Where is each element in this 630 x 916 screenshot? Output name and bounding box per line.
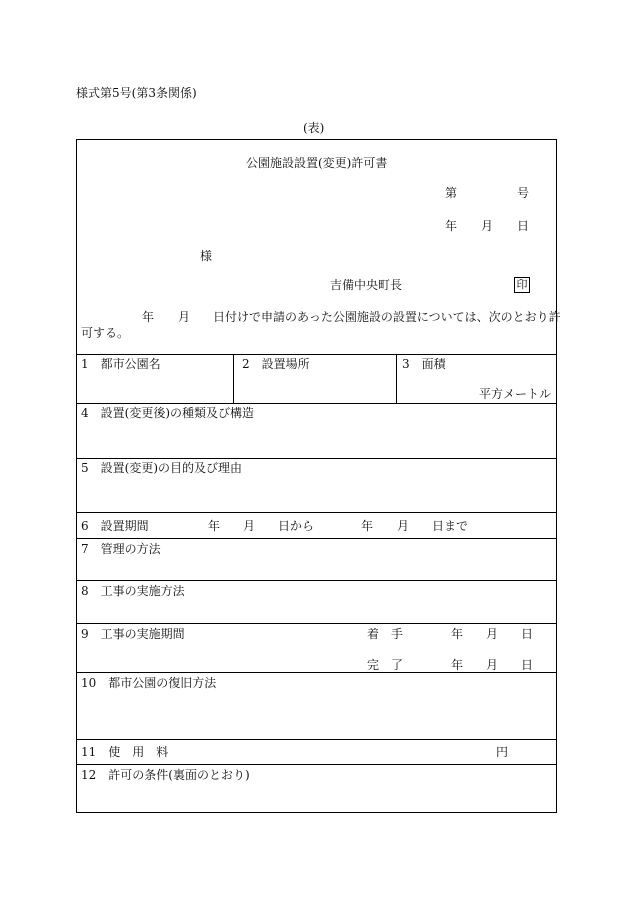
issue-date-year: 年 — [445, 219, 458, 233]
body-text-line2: 可する。 — [81, 326, 130, 340]
period-from-year: 年 — [208, 519, 221, 533]
period-to-day: 日まで — [432, 519, 469, 533]
grid-line — [76, 512, 557, 513]
grid-line — [76, 580, 557, 581]
grid-line — [76, 354, 557, 355]
body-text-line1: 日付けで申請のあった公園施設の設置については、次のとおり許 — [213, 310, 561, 324]
grid-line — [76, 458, 557, 459]
start-day: 日 — [521, 627, 534, 641]
type-structure-label: 4 設置(変更後)の種類及び構造 — [81, 406, 254, 420]
period-from-day: 日から — [278, 519, 315, 533]
restoration-label: 10 都市公園の復旧方法 — [81, 676, 217, 690]
side-label: (表) — [303, 121, 325, 135]
fee-label: 11 使 用 料 — [81, 745, 169, 759]
start-month: 月 — [486, 627, 499, 641]
end-month: 月 — [486, 658, 499, 672]
grid-line — [76, 403, 557, 404]
grid-line — [396, 354, 397, 403]
end-day: 日 — [521, 658, 534, 672]
form-number: 様式第5号(第3条関係) — [76, 86, 197, 100]
body-month: 月 — [178, 310, 191, 324]
fee-unit: 円 — [496, 745, 509, 759]
addressee-suffix: 様 — [200, 249, 213, 263]
purpose-reason-label: 5 設置(変更)の目的及び理由 — [81, 461, 242, 475]
period-to-month: 月 — [397, 519, 410, 533]
period-label: 6 設置期間 — [81, 519, 149, 533]
issuer-name: 吉備中央町長 — [330, 278, 403, 292]
construction-end-label: 完 了 — [367, 658, 404, 672]
grid-line — [76, 672, 557, 673]
seal-mark: 印 — [514, 277, 530, 293]
grid-line — [76, 623, 557, 624]
issue-date-month: 月 — [481, 219, 494, 233]
number-dai: 第 — [445, 186, 458, 200]
document-title: 公園施設設置(変更)許可書 — [246, 156, 388, 170]
construction-period-label: 9 工事の実施期間 — [81, 627, 185, 641]
issue-date-day: 日 — [517, 219, 530, 233]
construction-method-label: 8 工事の実施方法 — [81, 584, 185, 598]
period-to-year: 年 — [361, 519, 374, 533]
conditions-label: 12 許可の条件(裏面のとおり) — [81, 768, 250, 782]
end-year: 年 — [451, 658, 464, 672]
location-label: 2 設置場所 — [242, 357, 310, 371]
number-go: 号 — [517, 186, 530, 200]
grid-line — [76, 764, 557, 765]
management-label: 7 管理の方法 — [81, 542, 161, 556]
grid-line — [76, 538, 557, 539]
park-name-label: 1 都市公園名 — [81, 357, 161, 371]
construction-start-label: 着 手 — [367, 627, 404, 641]
area-unit: 平方メートル — [479, 387, 552, 401]
start-year: 年 — [451, 627, 464, 641]
grid-line — [233, 354, 234, 403]
area-label: 3 面積 — [402, 357, 446, 371]
form-frame — [76, 139, 557, 813]
grid-line — [76, 739, 557, 740]
body-year: 年 — [142, 310, 155, 324]
period-from-month: 月 — [243, 519, 256, 533]
